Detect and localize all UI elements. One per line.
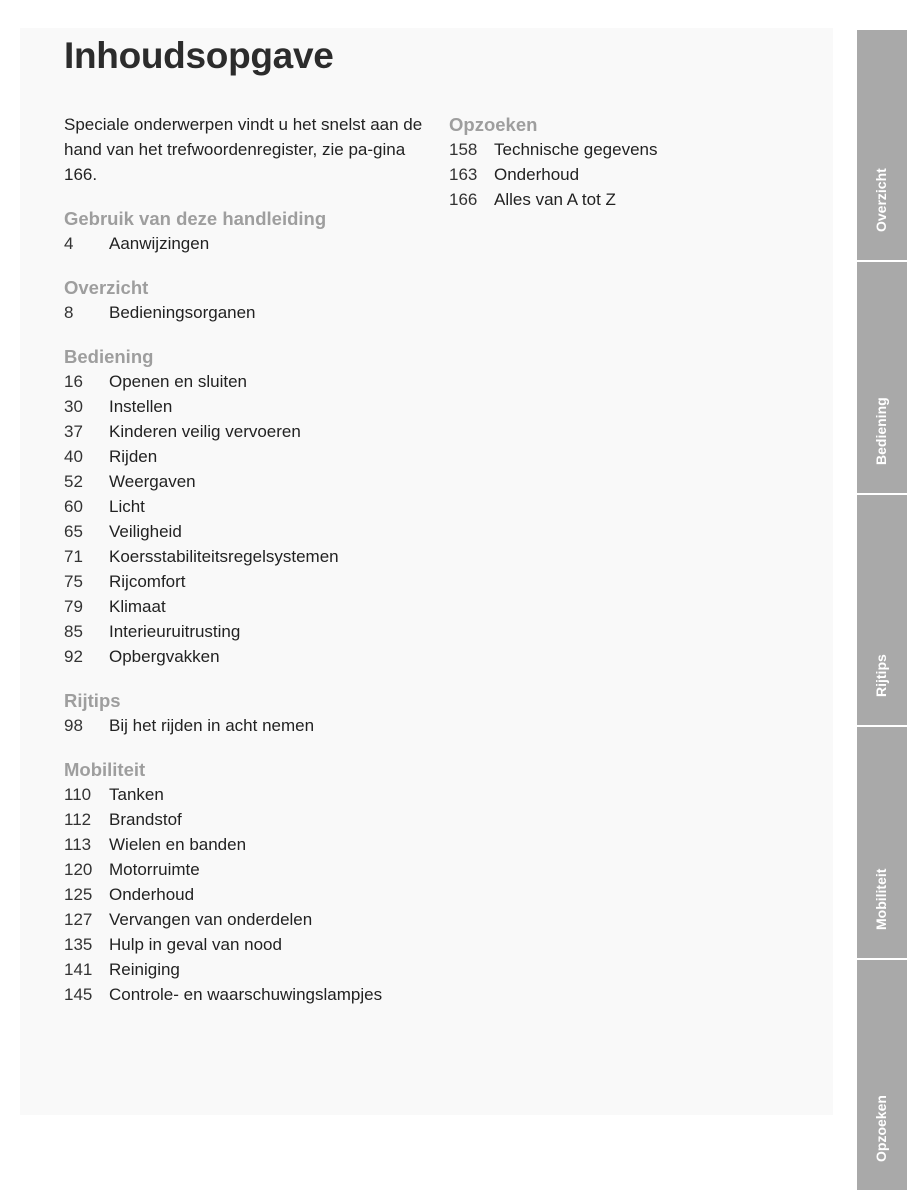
side-tab-text: Bediening: [873, 397, 889, 465]
toc-entry-title[interactable]: Rijden: [109, 447, 158, 466]
side-tab-text: Opzoeken: [873, 1095, 889, 1163]
toc-entry-page-number: 8: [64, 303, 74, 322]
toc-entry[interactable]: [64, 300, 434, 325]
toc-entry[interactable]: [64, 394, 434, 419]
toc-entry[interactable]: [64, 594, 434, 619]
toc-entry-title[interactable]: Onderhoud: [494, 165, 580, 184]
toc-entry[interactable]: [64, 544, 434, 569]
toc-entry[interactable]: [64, 419, 434, 444]
toc-entry-page-number: 65: [64, 522, 83, 541]
toc-entry-title[interactable]: Bij het rijden in acht nemen: [109, 716, 315, 735]
toc-entry-title[interactable]: Alles van A tot Z: [494, 190, 616, 209]
toc-entry-title[interactable]: Interieuruitrusting: [109, 622, 241, 641]
toc-entry-page-number: 127: [64, 910, 93, 929]
side-tab-bar: [857, 30, 907, 1190]
toc-entry-page-number: 135: [64, 935, 93, 954]
toc-entry[interactable]: [64, 644, 434, 669]
toc-entry-title[interactable]: Aanwijzingen: [109, 234, 210, 253]
section-heading: Overzicht: [64, 277, 149, 298]
toc-entry-title[interactable]: Instellen: [109, 397, 173, 416]
toc-entry-page-number: 163: [449, 165, 478, 184]
toc-entry[interactable]: [64, 832, 434, 857]
toc-entry-page-number: 85: [64, 622, 83, 641]
toc-entry[interactable]: [64, 231, 434, 256]
side-tab-mobiliteit[interactable]: [857, 727, 907, 959]
side-tab-opzoeken[interactable]: [857, 960, 907, 1190]
toc-section-overzicht: [64, 275, 434, 325]
section-heading: Bediening: [64, 346, 154, 367]
toc-entry[interactable]: [64, 957, 434, 982]
toc-entry[interactable]: [64, 569, 434, 594]
toc-entry-title[interactable]: Licht: [109, 497, 145, 516]
toc-entry-page-number: 141: [64, 960, 93, 979]
toc-entry-page-number: 166: [449, 190, 478, 209]
page-title: Inhoudsopgave: [64, 35, 334, 76]
toc-entry-title[interactable]: Wielen en banden: [109, 835, 247, 854]
toc-entry-page-number: 145: [64, 985, 93, 1004]
toc-entry-title[interactable]: Controle- en waarschuwingslampjes: [109, 985, 383, 1004]
toc-entry-page-number: 113: [64, 835, 92, 854]
toc-entry-page-number: 125: [64, 885, 93, 904]
toc-entry-page-number: 158: [449, 140, 478, 159]
toc-section-rijtips: [64, 688, 434, 738]
toc-section-bediening: [64, 344, 434, 669]
toc-entry[interactable]: [449, 187, 819, 212]
toc-entry-page-number: 71: [64, 547, 83, 566]
toc-left-sections: [64, 206, 434, 1007]
toc-entry[interactable]: [64, 469, 434, 494]
toc-entry-title[interactable]: Bedieningsorganen: [109, 303, 256, 322]
toc-entry-title[interactable]: Reiniging: [109, 960, 180, 979]
toc-entry[interactable]: [64, 619, 434, 644]
toc-entry-title[interactable]: Tanken: [109, 785, 164, 804]
toc-entry-page-number: 75: [64, 572, 83, 591]
section-heading: Gebruik van deze handleiding: [64, 208, 327, 229]
toc-entry[interactable]: [449, 137, 819, 162]
toc-entry-title[interactable]: Brandstof: [109, 810, 182, 829]
section-heading: Opzoeken: [449, 114, 538, 135]
side-tab-text: Rijtips: [873, 654, 889, 698]
toc-entry[interactable]: [64, 519, 434, 544]
side-tab-overzicht[interactable]: [857, 30, 907, 262]
toc-entry-title[interactable]: Technische gegevens: [494, 140, 658, 159]
toc-entry[interactable]: [449, 162, 819, 187]
section-heading: Rijtips: [64, 690, 121, 711]
toc-entry[interactable]: [64, 932, 434, 957]
toc-entry-page-number: 120: [64, 860, 93, 879]
toc-right-sections: [449, 112, 819, 212]
toc-entry[interactable]: [64, 369, 434, 394]
toc-entry-page-number: 30: [64, 397, 83, 416]
toc-entry-page-number: 112: [64, 810, 92, 829]
toc-entry-page-number: 92: [64, 647, 83, 666]
toc-entry-title[interactable]: Hulp in geval van nood: [109, 935, 282, 954]
toc-entry-page-number: 98: [64, 716, 83, 735]
toc-entry-page-number: 79: [64, 597, 83, 616]
toc-entry-page-number: 60: [64, 497, 83, 516]
toc-entry-page-number: 110: [64, 785, 92, 804]
toc-section-gebruik-van-deze-handleiding: [64, 206, 434, 256]
toc-entry[interactable]: [64, 907, 434, 932]
toc-entry[interactable]: [64, 494, 434, 519]
section-heading: Mobiliteit: [64, 759, 146, 780]
toc-left-column: [64, 112, 434, 1007]
toc-entry-page-number: 4: [64, 234, 74, 253]
side-tab-rijtips[interactable]: [857, 495, 907, 727]
toc-entry-title[interactable]: Onderhoud: [109, 885, 195, 904]
toc-entry-title[interactable]: Weergaven: [109, 472, 196, 491]
side-tab-text: Overzicht: [873, 168, 889, 233]
toc-entry-page-number: 16: [64, 372, 83, 391]
toc-entry-page-number: 37: [64, 422, 83, 441]
toc-entry[interactable]: [64, 882, 434, 907]
toc-entry-title[interactable]: Kinderen veilig vervoeren: [109, 422, 301, 441]
toc-entry-page-number: 40: [64, 447, 83, 466]
toc-entry-title[interactable]: Klimaat: [109, 597, 166, 616]
toc-entry-title[interactable]: Opbergvakken: [109, 647, 220, 666]
toc-entry-title[interactable]: Veiligheid: [109, 522, 182, 541]
toc-entry-page-number: 52: [64, 472, 83, 491]
toc-section-opzoeken: [449, 112, 819, 212]
toc-entry-title[interactable]: Rijcomfort: [109, 572, 186, 591]
toc-entry-title[interactable]: Openen en sluiten: [109, 372, 247, 391]
toc-entry-title[interactable]: Motorruimte: [109, 860, 200, 879]
toc-section-mobiliteit: [64, 757, 434, 1007]
toc-entry-title[interactable]: Koersstabiliteitsregelsystemen: [109, 547, 339, 566]
side-tab-text: Mobiliteit: [873, 868, 889, 930]
toc-entry[interactable]: [64, 444, 434, 469]
toc-entry-title[interactable]: Vervangen van onderdelen: [109, 910, 313, 929]
toc-entry[interactable]: [64, 807, 434, 832]
toc-entry[interactable]: [64, 857, 434, 882]
toc-entry[interactable]: [64, 713, 434, 738]
side-tab-bediening[interactable]: [857, 262, 907, 494]
toc-right-column: [449, 112, 819, 212]
toc-entry[interactable]: [64, 782, 434, 807]
intro-text: Speciale onderwerpen vindt u het snelst aan de hand van het trefwoordenregister, zie pa-gina 166.: [64, 115, 423, 184]
toc-entry[interactable]: [64, 982, 434, 1007]
